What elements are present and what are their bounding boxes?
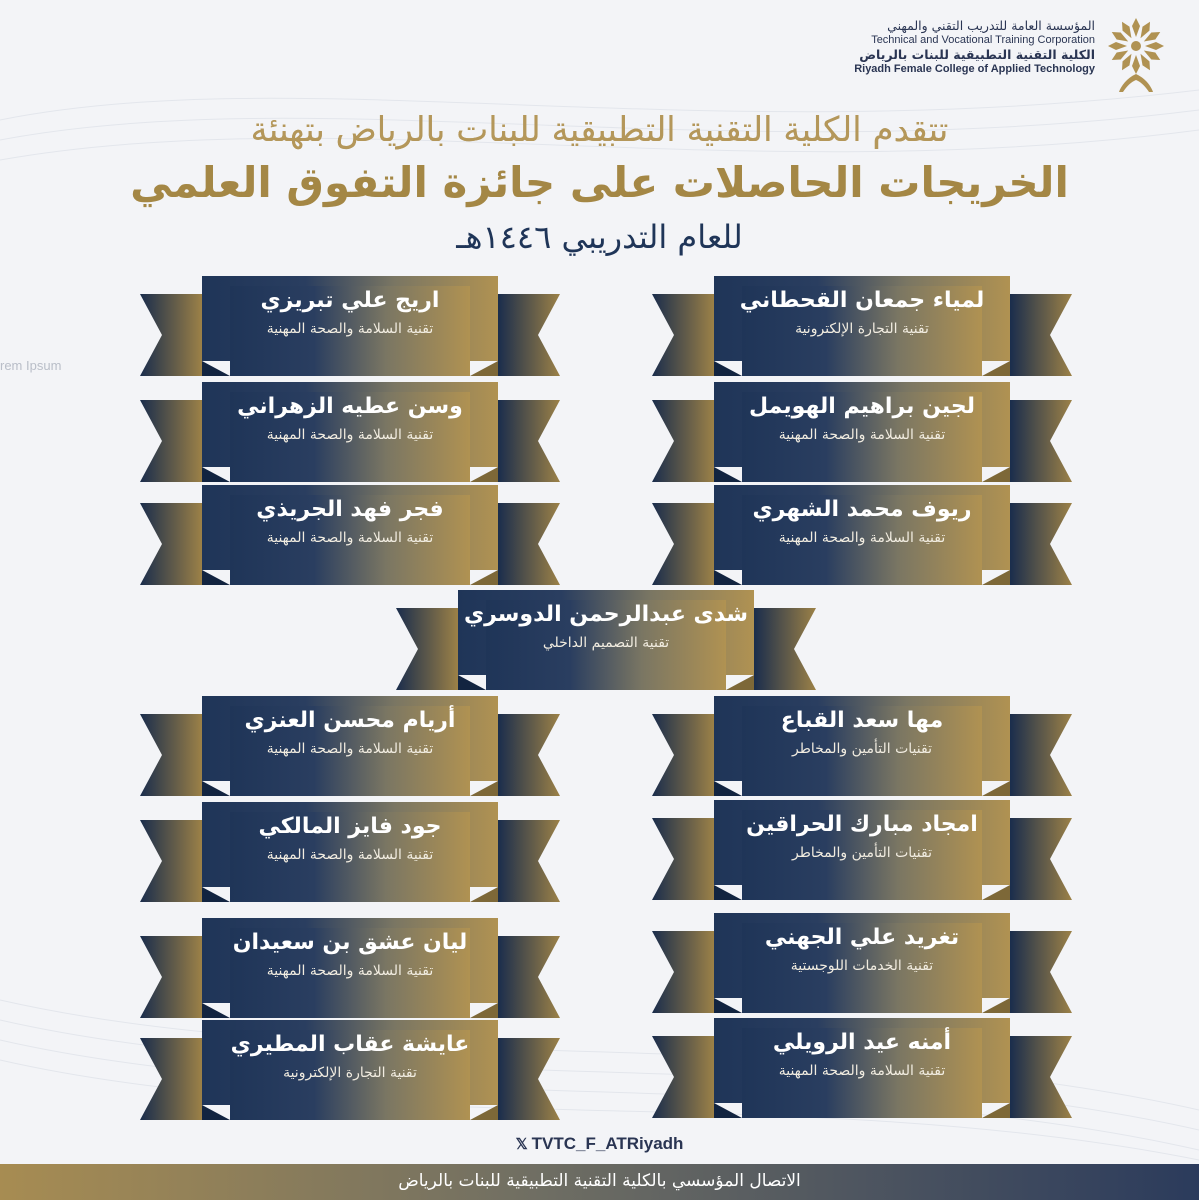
graduate-specialty: تقنية السلامة والصحة المهنية — [266, 963, 434, 979]
graduate-specialty: تقنية السلامة والصحة المهنية — [266, 427, 434, 443]
graduate-specialty: تقنيات التأمين والمخاطر — [792, 741, 932, 757]
graduate-specialty: تقنية الخدمات اللوجستية — [790, 958, 934, 974]
graduate-name: أمنه عيد الرويلي — [772, 1030, 952, 1055]
graduate-specialty: تقنيات التأمين والمخاطر — [792, 845, 932, 861]
footer-text: الاتصال المؤسسي بالكلية التقنية التطبيقية للبنات بالرياض — [398, 1171, 801, 1191]
title-line-2: الخريجات الحاصلات على جائزة التفوق العلمي — [130, 158, 1069, 207]
graduate-name: أريام محسن العنزي — [244, 708, 456, 733]
graduate-name: تغريد علي الجهني — [764, 925, 960, 950]
handle-text: TVTC_F_ATRiyadh — [531, 1134, 684, 1153]
graduate-specialty: تقنية السلامة والصحة المهنية — [266, 847, 434, 863]
org-name-ar: المؤسسة العامة للتدريب التقني والمهني — [887, 18, 1095, 33]
org-name-en: Technical and Vocational Training Corporation — [871, 34, 1095, 46]
graduate-specialty: تقنية التصميم الداخلي — [542, 635, 670, 651]
graduate-name: لمياء جمعان القحطاني — [739, 288, 985, 313]
graduate-specialty: تقنية السلامة والصحة المهنية — [778, 427, 946, 443]
graduate-specialty: تقنية السلامة والصحة المهنية — [266, 741, 434, 757]
graduate-name: امجاد مبارك الحراقين — [746, 812, 978, 837]
graduate-ribbon — [652, 1018, 1072, 1121]
graduate-name: اريج علي تبريزي — [260, 288, 440, 313]
title-line-1: تتقدم الكلية التقنية التطبيقية للبنات بالرياض بتهنئة — [0, 110, 1199, 150]
graduate-specialty: تقنية السلامة والصحة المهنية — [266, 530, 434, 546]
graduate-name: مها سعد القباع — [780, 708, 944, 733]
graduate-specialty: تقنية السلامة والصحة المهنية — [778, 530, 946, 546]
graduate-ribbon — [140, 696, 560, 799]
graduate-ribbon — [652, 485, 1072, 588]
graduate-name: وسن عطيه الزهراني — [237, 394, 463, 419]
header-logo — [851, 14, 1181, 94]
graduate-ribbon — [652, 696, 1072, 799]
college-name-en: Riyadh Female College of Applied Technology — [854, 63, 1095, 75]
graduate-specialty: تقنية التجارة الإلكترونية — [795, 321, 929, 337]
college-name-ar: الكلية التقنية التطبيقية للبنات بالرياض — [859, 47, 1095, 62]
graduate-name: شدى عبدالرحمن الدوسري — [463, 602, 749, 627]
graduate-ribbon — [140, 276, 560, 379]
footer-bar — [0, 1164, 1199, 1200]
title-line-3: للعام التدريبي ١٤٤٦هـ — [456, 218, 743, 256]
graduate-ribbon — [140, 918, 560, 1021]
graduate-specialty: تقنية السلامة والصحة المهنية — [778, 1063, 946, 1079]
graduate-name: لجين براهيم الهويمل — [749, 394, 975, 419]
social-handle[interactable] — [0, 1134, 1199, 1154]
graduate-ribbon — [652, 800, 1072, 903]
stray-text: rem Ipsum — [0, 358, 62, 373]
graduate-name: ليان عشق بن سعيدان — [232, 930, 468, 955]
graduate-ribbon — [140, 802, 560, 905]
graduate-ribbon — [652, 913, 1072, 1016]
graduate-ribbon — [652, 382, 1072, 485]
graduate-specialty: تقنية التجارة الإلكترونية — [283, 1065, 417, 1081]
graduate-name: ريوف محمد الشهري — [752, 497, 972, 522]
graduate-specialty: تقنية السلامة والصحة المهنية — [266, 321, 434, 337]
graduate-ribbon — [396, 590, 816, 693]
graduate-ribbon — [140, 1020, 560, 1123]
graduate-ribbon — [652, 276, 1072, 379]
graduate-ribbon — [140, 382, 560, 485]
tvtc-logo-icon — [1103, 16, 1169, 94]
graduate-name: فجر فهد الجريذي — [256, 497, 444, 522]
graduate-name: عايشة عقاب المطيري — [230, 1032, 470, 1057]
logo-text — [835, 18, 1095, 76]
graduate-ribbon — [140, 485, 560, 588]
x-logo-icon: 𝕏 — [515, 1136, 528, 1153]
graduate-name: جود فايز المالكي — [258, 814, 442, 839]
